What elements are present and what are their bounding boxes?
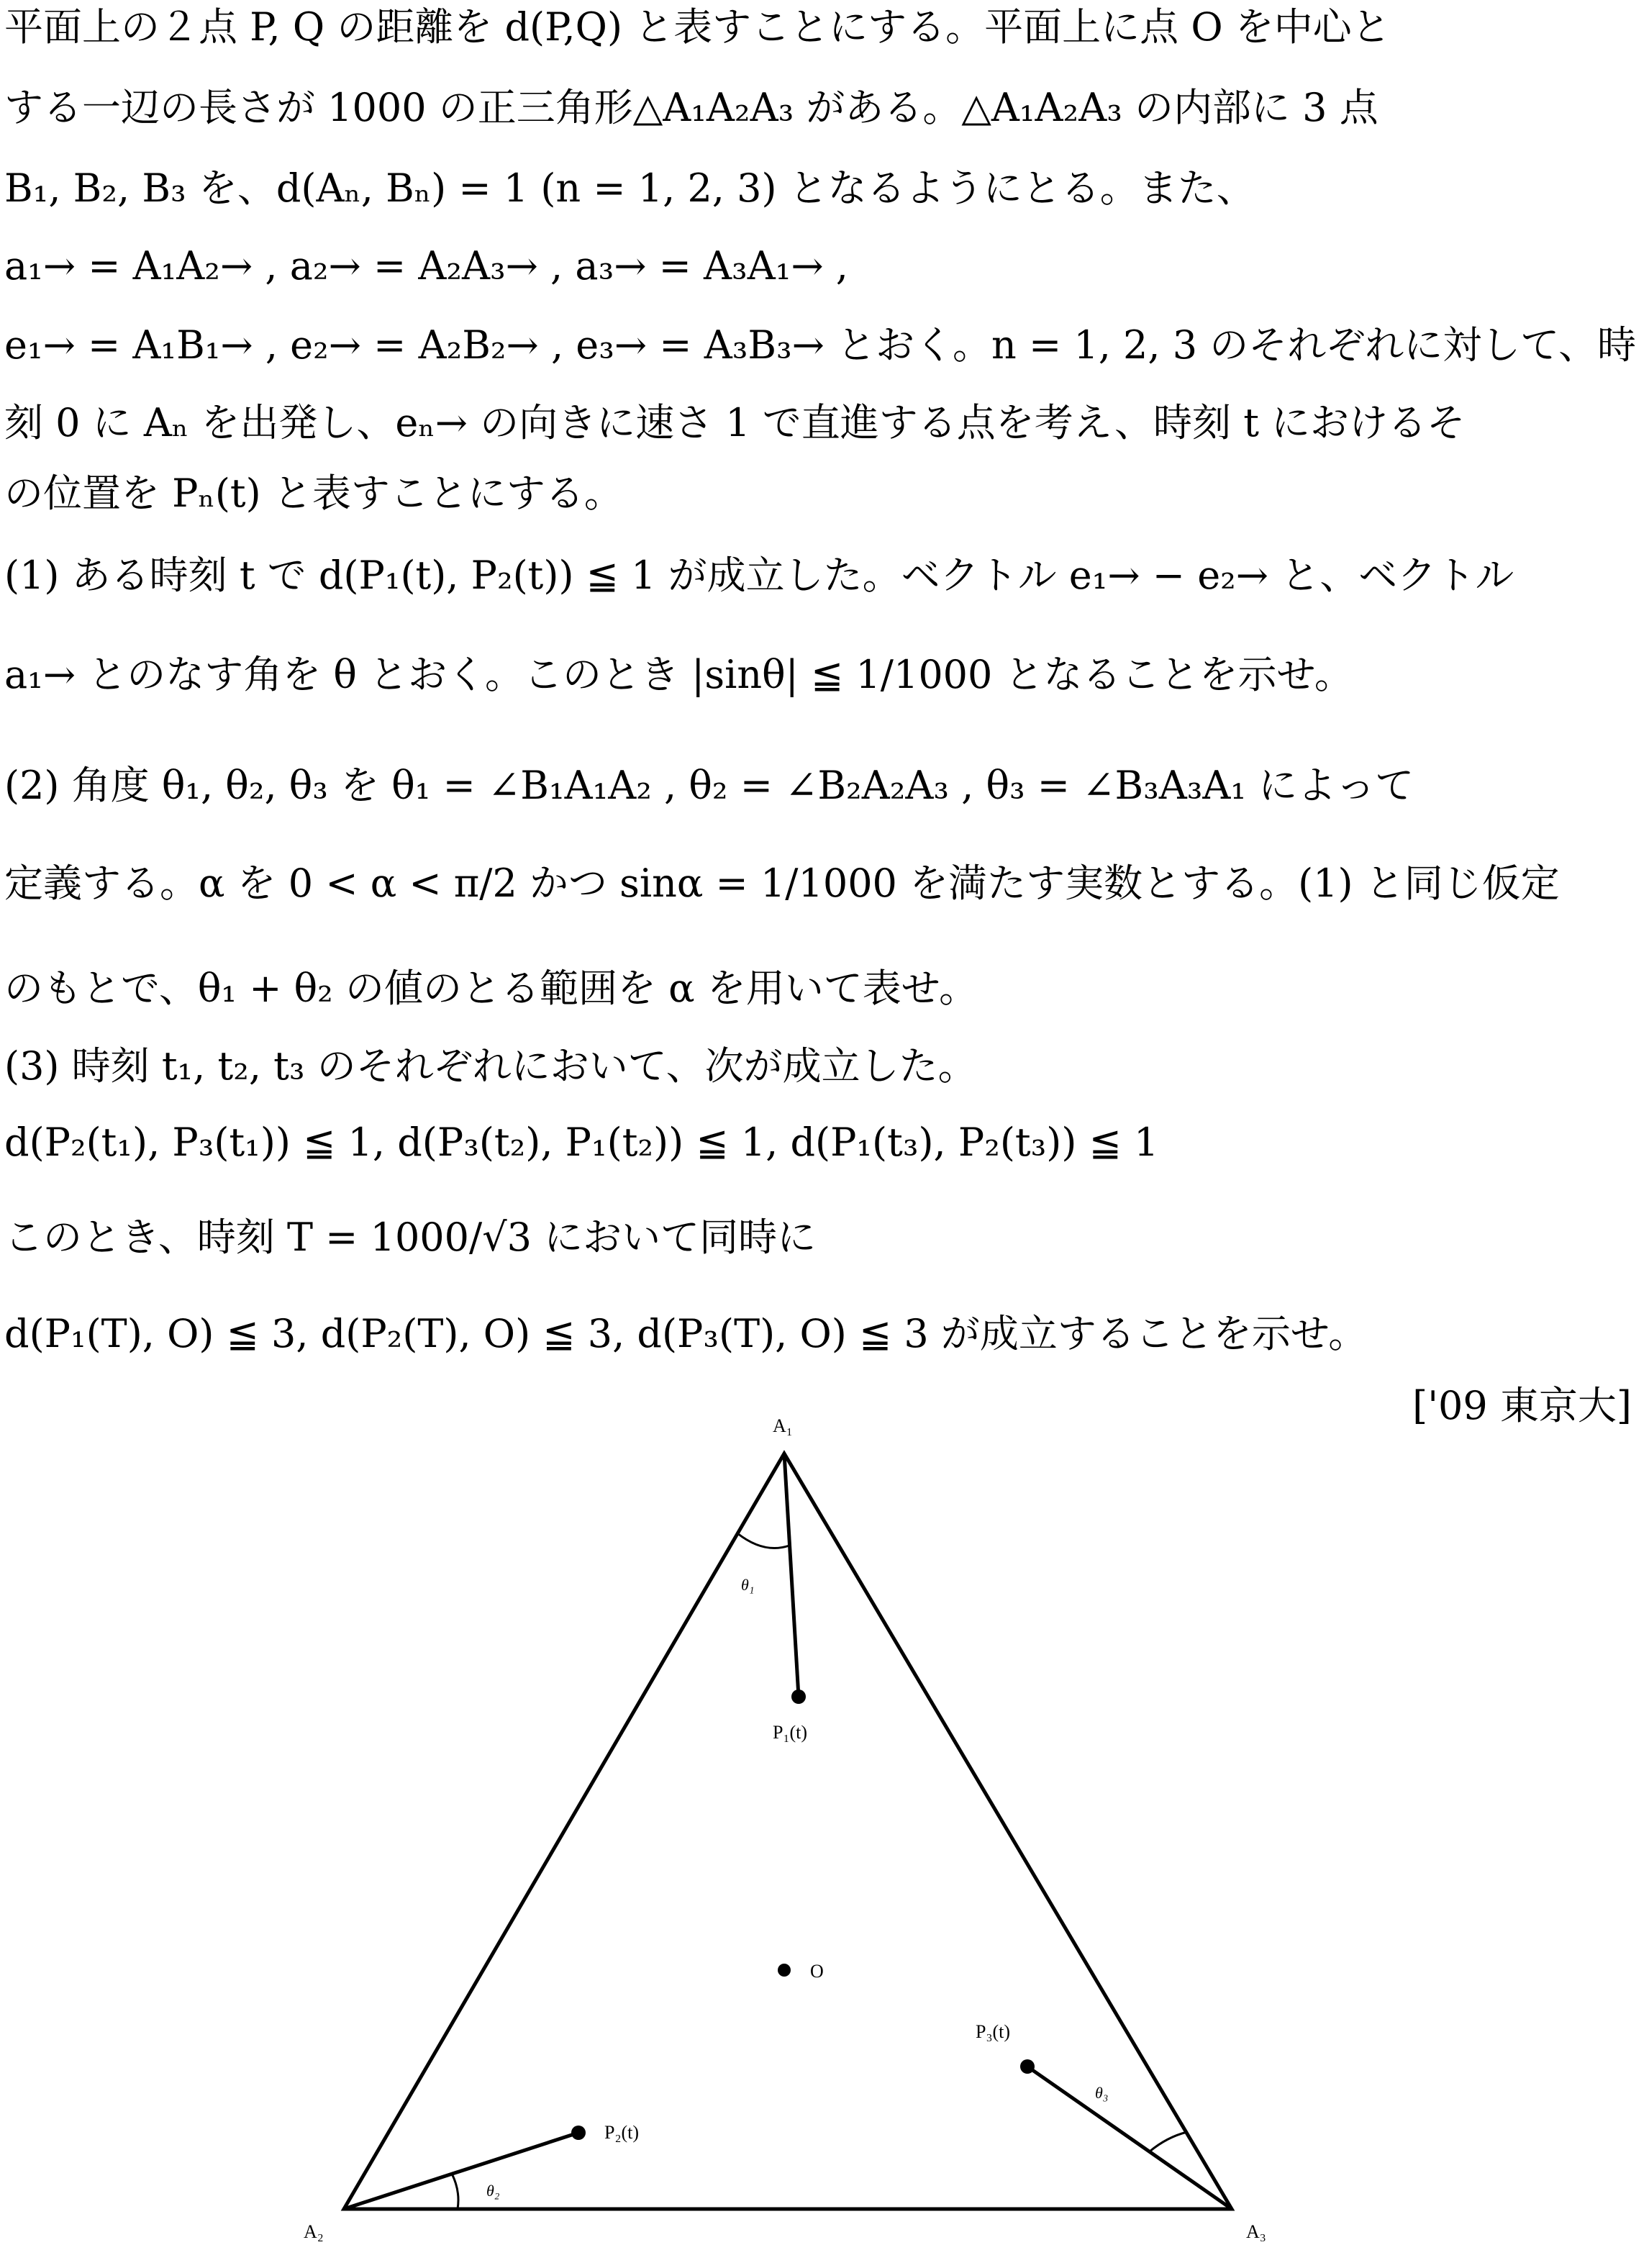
segment-a3-p3 bbox=[1027, 2067, 1232, 2209]
problem-line-1: 平面上の２点 P, Q の距離を d(P,Q) と表すことにする。平面上に点 O を中心と bbox=[4, 4, 1391, 50]
label-a3: A₃ bbox=[1246, 2221, 1266, 2242]
problem-line-7: の位置を Pₙ(t) と表すことにする。 bbox=[4, 471, 623, 516]
segment-a1-p1 bbox=[784, 1453, 799, 1697]
point-p2 bbox=[571, 2126, 586, 2140]
angle-arc-theta2 bbox=[452, 2174, 458, 2209]
label-a2: A₂ bbox=[304, 2221, 324, 2242]
angle-arc-theta1 bbox=[737, 1533, 789, 1548]
problem-line-8: (1) ある時刻 t で d(P₁(t), P₂(t)) ≦ 1 が成立した。ベクトル e₁→ − e₂→ と、ベクトル bbox=[4, 553, 1514, 598]
problem-line-11: 定義する。α を 0 < α < π/2 かつ sinα = 1/1000 を満たす実数とする。(1) と同じ仮定 bbox=[4, 861, 1560, 906]
label-p1: P₁(t) bbox=[773, 1722, 808, 1743]
angle-arc-theta3 bbox=[1150, 2132, 1187, 2151]
problem-line-9: a₁→ とのなす角を θ とおく。このとき |sinθ| ≦ 1/1000 となることを示せ。 bbox=[4, 652, 1353, 697]
label-theta2: θ₂ bbox=[486, 2182, 500, 2200]
point-p1 bbox=[791, 1689, 806, 1704]
problem-line-5: e₁→ = A₁B₁→ , e₂→ = A₂B₂→ , e₃→ = A₃B₃→ とおく。n = 1, 2, 3 のそれぞれに対して、時 bbox=[4, 322, 1637, 368]
problem-line-16: d(P₁(T), O) ≦ 3, d(P₂(T), O) ≦ 3, d(P₃(T), O) ≦ 3 が成立することを示せ。 bbox=[4, 1311, 1368, 1356]
problem-line-14: d(P₂(t₁), P₃(t₁)) ≦ 1, d(P₃(t₂), P₁(t₂)) ≦ 1, d(P₁(t₃), P₂(t₃)) ≦ 1 bbox=[4, 1120, 1159, 1165]
point-o bbox=[778, 1964, 791, 1977]
source-citation: ['09 東京大] bbox=[1412, 1383, 1632, 1428]
problem-line-10: (2) 角度 θ₁, θ₂, θ₃ を θ₁ = ∠B₁A₁A₂ , θ₂ = ∠B₂A₂A₃ , θ₃ = ∠B₃A₃A₁ によって bbox=[4, 763, 1414, 808]
segment-a2-p2 bbox=[344, 2133, 578, 2209]
problem-line-2: する一辺の長さが 1000 の正三角形△A₁A₂A₃ がある。△A₁A₂A₃ の内部に 3 点 bbox=[4, 85, 1378, 130]
point-p3 bbox=[1020, 2059, 1035, 2074]
problem-line-3: B₁, B₂, B₃ を、d(Aₙ, Bₙ) = 1 (n = 1, 2, 3) となるようにとる。また、 bbox=[4, 165, 1255, 211]
problem-line-6: 刻 0 に Aₙ を出発し、eₙ→ の向きに速さ 1 で直進する点を考え、時刻 t におけるそ bbox=[4, 400, 1466, 445]
problem-line-12: のもとで、θ₁ + θ₂ の値のとる範囲を α を用いて表せ。 bbox=[4, 966, 978, 1011]
problem-line-15: このとき、時刻 T = 1000/√3 において同時に bbox=[4, 1215, 817, 1260]
problem-line-13: (3) 時刻 t₁, t₂, t₃ のそれぞれにおいて、次が成立した。 bbox=[4, 1043, 977, 1089]
problem-line-4: a₁→ = A₁A₂→ , a₂→ = A₂A₃→ , a₃→ = A₃A₁→ , bbox=[4, 243, 848, 289]
label-theta1: θ₁ bbox=[741, 1576, 755, 1594]
label-a1: A₁ bbox=[773, 1415, 793, 1436]
label-o: O bbox=[810, 1961, 824, 1982]
label-p2: P₂(t) bbox=[604, 2122, 640, 2143]
label-p3: P₃(t) bbox=[976, 2021, 1011, 2042]
triangle-figure bbox=[0, 1410, 1649, 2268]
label-theta3: θ₃ bbox=[1095, 2084, 1109, 2102]
